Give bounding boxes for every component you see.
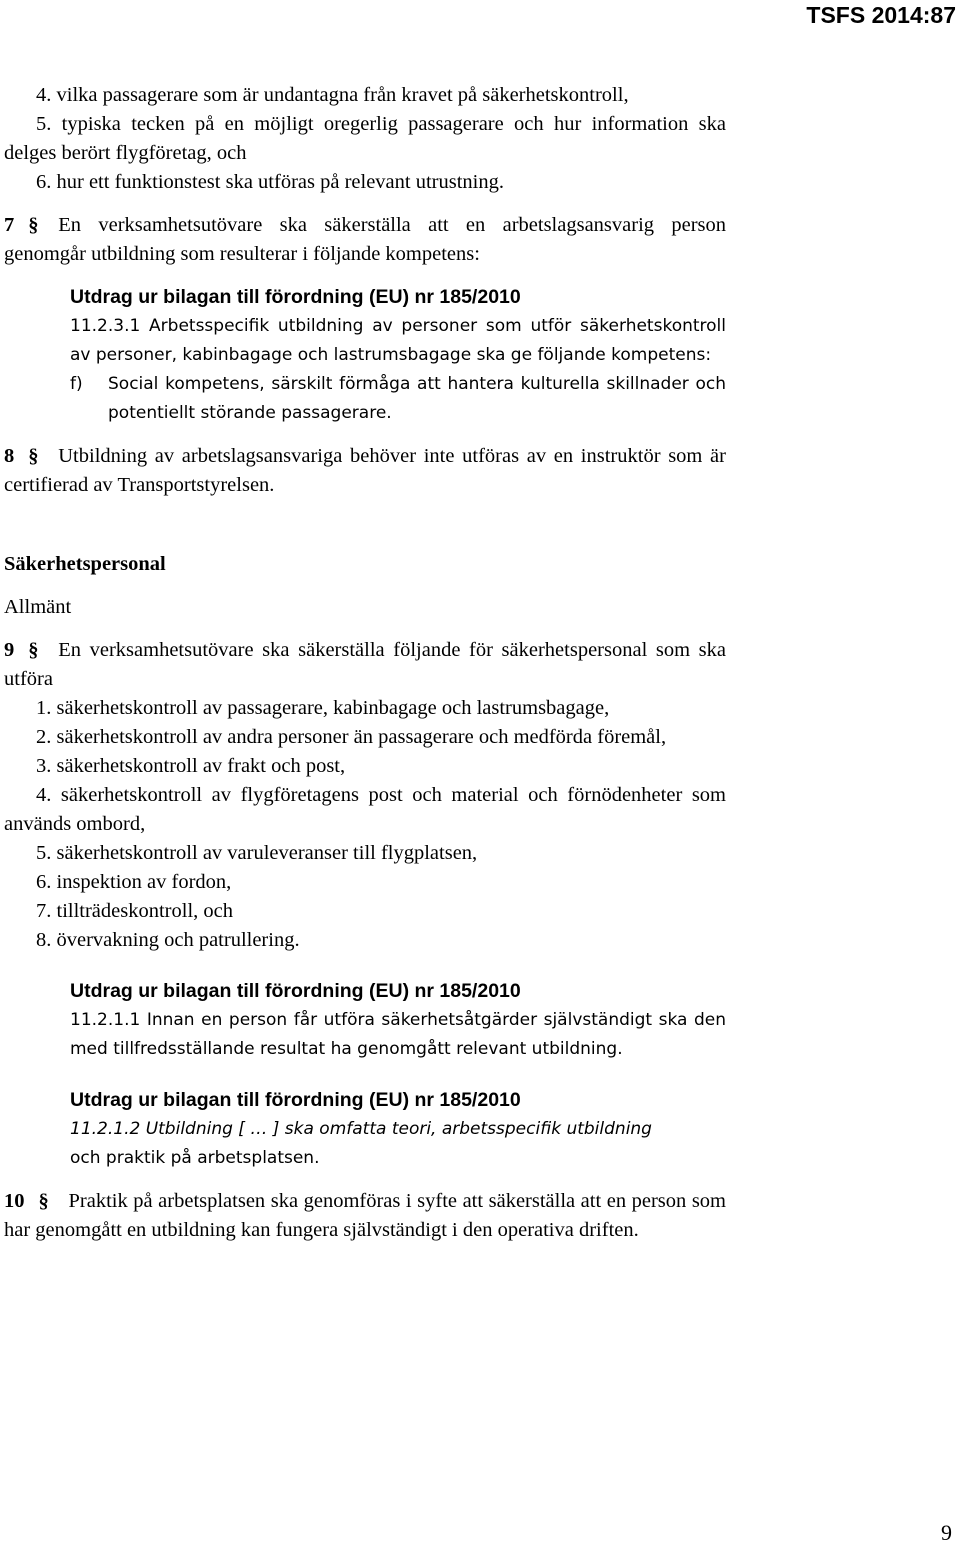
section-sign: § xyxy=(28,214,39,236)
list-item: 5. säkerhetskontroll av varuleveranser till flygplatsen, xyxy=(36,842,478,864)
section-text: Praktik på arbetsplatsen ska genomföras i syfte att säkerställa att en person som har genomgått en utbildning kan fungera självständigt i den operativa driften. xyxy=(4,1190,726,1241)
section-text: Utbildning av arbetslagsansvariga behöver inte utföras av en instruktör som är certifierad av Transportstyrelsen. xyxy=(4,445,726,496)
excerpt-body: 11.2.3.1 Arbetsspecifik utbildning av personer som utför säkerhetskontroll av personer, kabinbagage och lastrumsbagage ska ge följande kompetens: xyxy=(70,316,726,365)
section-number: 10 xyxy=(4,1190,25,1212)
section-text: En verksamhetsutövare ska säkerställa att en arbetslagsansvarig person genomgår utbildning som resulterar i följande kompetens: xyxy=(4,214,726,265)
section-9 xyxy=(4,636,726,694)
excerpt-title: Utdrag ur bilagan till förordning (EU) nr 185/2010 xyxy=(70,1089,521,1111)
section-10 xyxy=(4,1187,726,1245)
item-text: Social kompetens, särskilt förmåga att hantera kulturella skillnader och potentiellt störande passagerare. xyxy=(108,374,726,423)
section-text: En verksamhetsutövare ska säkerställa följande för säkerhetspersonal som ska utföra xyxy=(4,639,726,690)
regulation-excerpt xyxy=(70,283,726,428)
section-7 xyxy=(4,211,726,269)
list-item: 6. hur ett funktionstest ska utföras på relevant utrustning. xyxy=(36,171,504,193)
page-number: 9 xyxy=(941,1520,952,1545)
document-id: TSFS 2014:87 xyxy=(806,2,956,28)
item-label: f) xyxy=(70,374,83,394)
section-heading: Säkerhetspersonal xyxy=(4,553,166,575)
section-number: 9 xyxy=(4,639,15,661)
section-sign: § xyxy=(28,445,39,467)
section-sign: § xyxy=(28,639,39,661)
regulation-excerpt xyxy=(70,1086,726,1173)
list-item: 4. vilka passagerare som är undantagna från kravet på säkerhetskontroll, xyxy=(36,84,629,106)
excerpt-list-item xyxy=(70,370,726,428)
list-item: 8. övervakning och patrullering. xyxy=(36,929,300,951)
list-item: 6. inspektion av fordon, xyxy=(36,871,232,893)
list-item: 1. säkerhetskontroll av passagerare, kabinbagage och lastrumsbagage, xyxy=(36,697,610,719)
section-sign: § xyxy=(38,1190,49,1212)
regulation-excerpt xyxy=(70,977,726,1064)
excerpt-body: och praktik på arbetsplatsen. xyxy=(70,1148,320,1168)
document-body xyxy=(4,81,726,1245)
excerpt-title: Utdrag ur bilagan till förordning (EU) nr 185/2010 xyxy=(70,286,521,308)
excerpt-title: Utdrag ur bilagan till förordning (EU) nr 185/2010 xyxy=(70,980,521,1002)
list-item: 2. säkerhetskontroll av andra personer än passagerare och medförda föremål, xyxy=(36,726,667,748)
list-item: 7. tillträdeskontroll, och xyxy=(36,900,233,922)
section-number: 7 xyxy=(4,214,15,236)
list-item: 5. typiska tecken på en möjligt oregerlig passagerare och hur information ska delges berört flygföretag, och xyxy=(4,113,726,164)
list-item: 3. säkerhetskontroll av frakt och post, xyxy=(36,755,346,777)
section-number: 8 xyxy=(4,445,15,467)
excerpt-body-italic: 11.2.1.2 Utbildning [ … ] ska omfatta teori, arbetsspecifik utbildning xyxy=(70,1119,652,1139)
section-8 xyxy=(4,442,726,500)
subheading: Allmänt xyxy=(4,596,72,618)
list-item: 4. säkerhetskontroll av flygföretagens post och material och förnödenheter som används ombord, xyxy=(4,784,726,835)
excerpt-body: 11.2.1.1 Innan en person får utföra säkerhetsåtgärder självständigt ska den med tillfredsställande resultat ha genomgått relevant utbildning. xyxy=(70,1010,726,1059)
